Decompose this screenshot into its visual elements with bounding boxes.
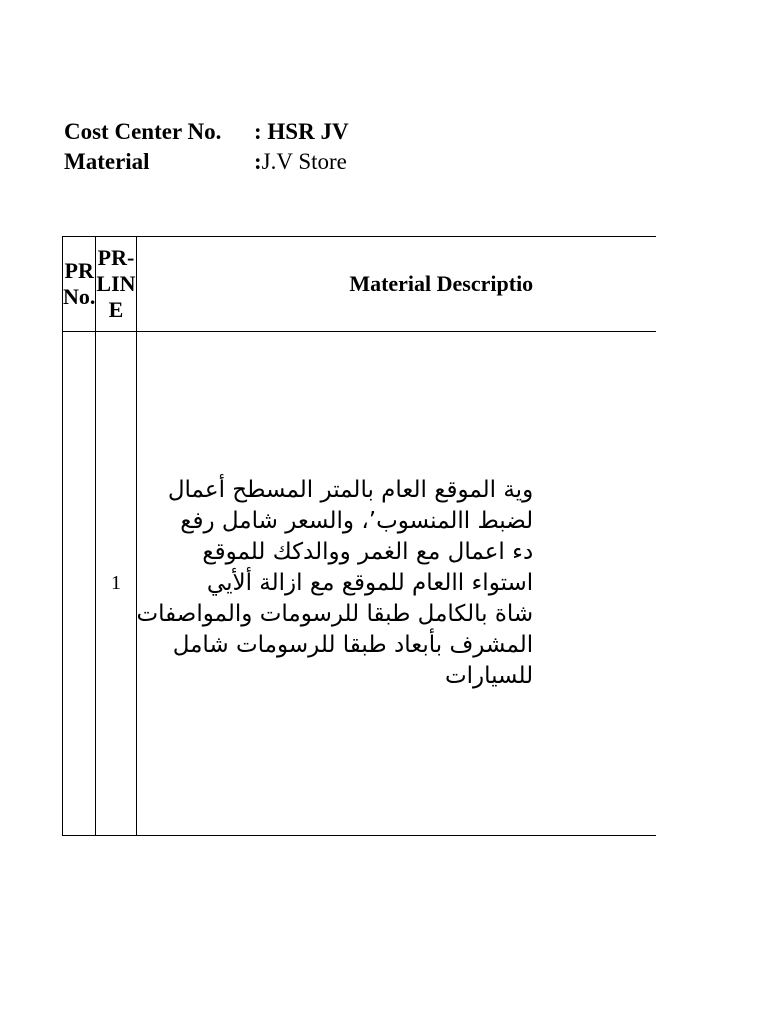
header-pr-no-line2: No. (63, 284, 96, 309)
description-line: المشرف بأبعاد طبقا للرسومات شامل (172, 632, 534, 658)
header-pr-line (96, 237, 136, 332)
table-header-row (63, 237, 657, 332)
header-material-description (136, 237, 656, 332)
material-table-wrapper (62, 236, 656, 836)
cell-pr-line: 1 (96, 332, 136, 836)
header-pr-line-line3: E (108, 297, 124, 322)
description-line: دء اعمال مع الغمر ووالدكك للموقع (202, 539, 534, 565)
header-material-description-text: Material Descriptio (349, 271, 534, 296)
description-line: استواء االعام للموقع مع ازالة ألأيي (206, 570, 534, 596)
header-pr-line-line2: LIN (96, 271, 136, 296)
cost-center-value: : HSR JV (254, 119, 349, 144)
material-label: Material (64, 149, 150, 174)
arabic-description (137, 475, 534, 692)
header-pr-line-line1: PR- (97, 245, 135, 270)
header-pr-no (63, 237, 96, 332)
description-line: شاة بالكامل طبقا للرسومات والمواصفات (136, 601, 534, 627)
description-line: وية الموقع العام بالمتر المسطح أعمال (167, 477, 534, 503)
description-line: لضبط االمنسوب’، والسعر شامل رفع (180, 508, 534, 534)
table-row (63, 332, 657, 836)
description-line: للسيارات (444, 663, 534, 689)
material-value: J.V Store (261, 149, 347, 174)
header-pr-no-line1: PR (64, 258, 94, 283)
cost-center-row (64, 117, 349, 147)
material-table (62, 236, 656, 836)
cost-center-label: Cost Center No. (64, 119, 222, 144)
cell-pr-no (63, 332, 96, 836)
material-colon: : (254, 149, 262, 174)
cell-material-description (136, 332, 656, 836)
document-header-info (64, 117, 349, 177)
material-row (64, 147, 349, 177)
